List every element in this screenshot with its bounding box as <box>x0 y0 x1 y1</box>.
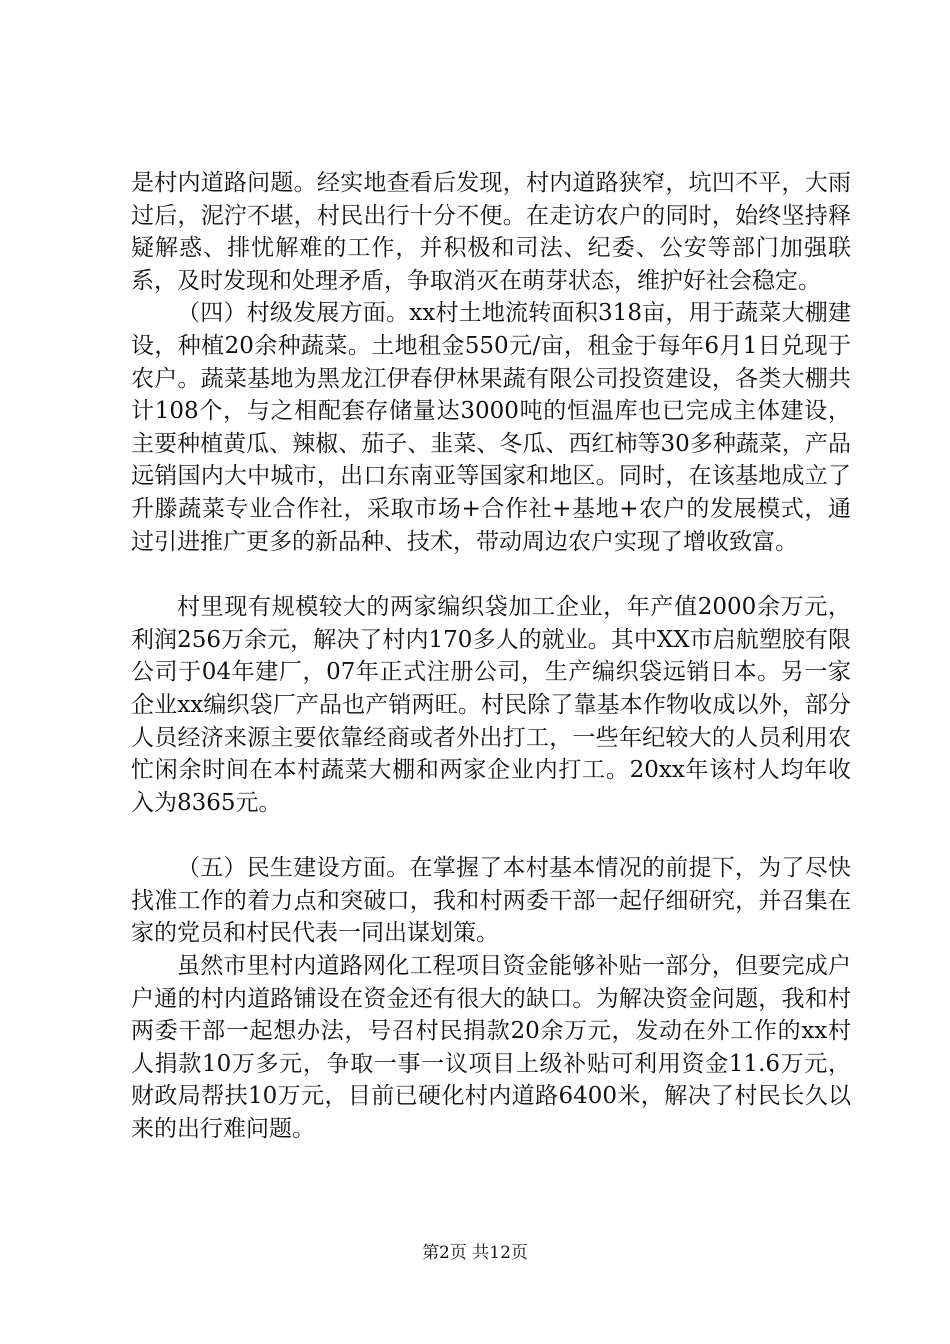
paragraph-road-funding: 虽然市里村内道路网化工程项目资金能够补贴一部分，但要完成户户通的村内道路铺设在资金还有很大的缺口。为解决资金问题，我和村两委干部一起想办法，号召村民捐款20余万元，发动在外工作的xx村人捐款10万多元，争取一事一议项目上级补贴可利用资金11.6万元，财政局帮扶10万元，目前已硬化村内道路6400米，解决了村民长久以来的出行难问题。 <box>131 953 851 1143</box>
paragraph-road-issue: 是村内道路问题。经实地查看后发现，村内道路狭窄，坑凹不平，大雨过后，泥泞不堪，村民出行十分不便。在走访农户的同时，始终坚持释疑解惑、排忧解难的工作，并积极和司法、纪委、公安等部门加强联系，及时发现和处理矛盾，争取消灭在萌芽状态，维护好社会稳定。 <box>131 170 851 294</box>
page-footer: 第2页 共12页 <box>422 1243 528 1263</box>
paragraph-enterprises: 村里现有规模较大的两家编织袋加工企业，年产值2000余万元，利润256万余元，解决了村内170多人的就业。其中XX市启航塑胶有限公司于04年建厂，07年正式注册公司，生产编织袋远销日本。另一家企业xx编织袋厂产品也产销两旺。村民除了靠基本作物收成以外，部分人员经济来源主要依靠经商或者外出打工，一些年纪较大的人员利用农忙闲余时间在本村蔬菜大棚和两家企业内打工。20xx年该村人均年收入为8365元。 <box>131 594 851 816</box>
paragraph-village-development: （四）村级发展方面。xx村土地流转面积318亩，用于蔬菜大棚建设，种植20余种蔬菜。土地租金550元/亩，租金于每年6月1日兑现于农户。蔬菜基地为黑龙江伊春伊林果蔬有限公司投资建设，各类大棚共计108个，与之相配套存储量达3000吨的恒温库也已完成主体建设，主要种植黄瓜、辣椒、茄子、韭菜、冬瓜、西红柿等30多种蔬菜，产品远销国内大中城市，出口东南亚等国家和地区。同时，在该基地成立了升滕蔬菜专业合作社，采取市场+合作社+基地+农户的发展模式，通过引进推广更多的新品种、技术，带动周边农户实现了增收致富。 <box>131 300 851 555</box>
paragraph-livelihood: （五）民生建设方面。在掌握了本村基本情况的前提下，为了尽快找准工作的着力点和突破口，我和村两委干部一起仔细研究，并召集在家的党员和村民代表一同出谋划策。 <box>131 855 851 947</box>
document-body <box>131 167 851 1146</box>
